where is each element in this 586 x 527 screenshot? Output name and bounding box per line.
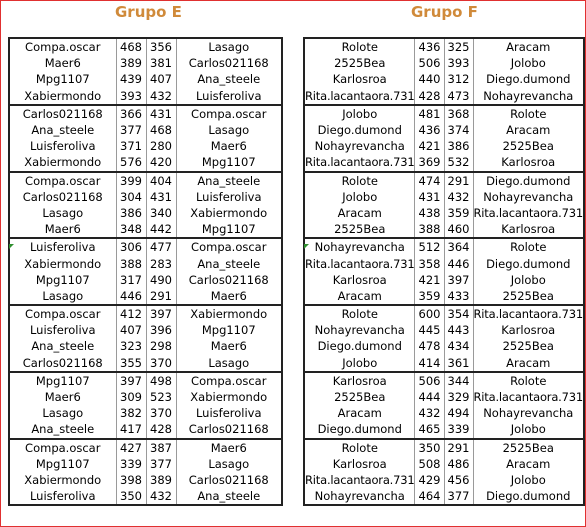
match-row xyxy=(304,322,584,338)
away-player-cell[interactable]: Jolobo xyxy=(473,55,584,71)
away-score-cell[interactable]: 386 xyxy=(444,138,473,154)
match-row xyxy=(9,389,282,405)
home-player-cell[interactable]: Luisferoliva xyxy=(9,238,116,255)
home-score-cell[interactable]: 464 xyxy=(415,488,444,505)
home-player-cell[interactable]: Luisferoliva xyxy=(9,488,116,505)
away-score-cell[interactable]: 344 xyxy=(444,372,473,389)
away-score-cell[interactable]: 460 xyxy=(444,221,473,238)
match-row xyxy=(9,288,282,305)
home-score-cell[interactable]: 407 xyxy=(116,322,146,338)
home-score-cell[interactable]: 439 xyxy=(116,71,146,87)
away-score-cell[interactable]: 404 xyxy=(146,172,176,189)
home-player-cell[interactable]: Diego.dumond xyxy=(304,421,415,438)
match-row xyxy=(9,221,282,238)
away-player-cell[interactable]: Compa.oscar xyxy=(176,372,282,389)
home-score-cell[interactable]: 465 xyxy=(415,421,444,438)
home-score-cell[interactable]: 445 xyxy=(415,322,444,338)
match-row xyxy=(304,405,584,421)
home-player-cell[interactable]: Ana_steele xyxy=(9,421,116,438)
away-score-cell[interactable]: 312 xyxy=(444,71,473,87)
home-player-cell[interactable]: 2525Bea xyxy=(334,56,386,71)
away-score-cell[interactable]: 377 xyxy=(444,488,473,505)
away-player-cell[interactable]: Lasago xyxy=(176,122,282,138)
match-row xyxy=(304,138,584,154)
home-score-cell[interactable]: 436 xyxy=(415,38,444,55)
home-score-cell[interactable]: 323 xyxy=(116,338,146,354)
away-player-cell[interactable]: Mpg1107 xyxy=(176,221,282,238)
away-score-cell[interactable]: 397 xyxy=(146,305,176,322)
away-score-cell[interactable]: 468 xyxy=(146,122,176,138)
away-player-cell[interactable]: Lasago xyxy=(176,456,282,472)
away-score-cell[interactable]: 494 xyxy=(444,405,473,421)
match-row xyxy=(9,322,282,338)
away-player-cell[interactable]: Jolobo xyxy=(473,272,584,288)
home-player-cell[interactable]: Rita.lacantaora.731 xyxy=(305,256,415,271)
home-score-cell[interactable]: 398 xyxy=(116,472,146,488)
away-player-cell[interactable]: Nohayrevancha xyxy=(473,88,584,105)
home-score-cell[interactable]: 436 xyxy=(415,122,444,138)
match-row xyxy=(9,372,282,389)
home-score-cell[interactable]: 506 xyxy=(415,55,444,71)
away-player-cell[interactable]: Rita.lacantaora.731 xyxy=(473,305,584,322)
home-player-cell[interactable]: Jolobo xyxy=(342,189,378,204)
away-score-cell[interactable]: 374 xyxy=(444,122,473,138)
match-row xyxy=(9,205,282,221)
match-row xyxy=(9,154,282,171)
home-player-cell[interactable]: Carlos021168 xyxy=(9,355,116,372)
match-row xyxy=(9,88,282,105)
away-player-cell[interactable]: Rolote xyxy=(473,372,584,389)
match-row xyxy=(304,205,584,221)
away-score-cell[interactable]: 473 xyxy=(444,88,473,105)
away-score-cell[interactable]: 339 xyxy=(444,421,473,438)
match-row xyxy=(304,372,584,389)
away-score-cell[interactable]: 432 xyxy=(146,88,176,105)
home-player-cell[interactable]: Karlosroa xyxy=(332,72,387,87)
away-score-cell[interactable]: 420 xyxy=(146,154,176,171)
home-score-cell[interactable]: 348 xyxy=(116,221,146,238)
home-score-cell[interactable]: 393 xyxy=(116,88,146,105)
home-player-cell[interactable]: Mpg1107 xyxy=(35,272,90,287)
away-score-cell[interactable]: 393 xyxy=(444,55,473,71)
away-score-cell[interactable]: 431 xyxy=(146,189,176,205)
home-score-cell[interactable]: 304 xyxy=(116,189,146,205)
home-player-cell[interactable]: Carlos021168 xyxy=(9,105,116,122)
home-player-cell[interactable]: Luisferoliva xyxy=(29,139,96,154)
home-player-cell[interactable]: Jolobo xyxy=(304,105,415,122)
home-score-cell[interactable]: 444 xyxy=(415,389,444,405)
home-score-cell[interactable]: 397 xyxy=(116,372,146,389)
away-player-cell[interactable]: Luisferoliva xyxy=(176,189,282,205)
home-player-cell[interactable]: Mpg1107 xyxy=(35,72,90,87)
match-row xyxy=(9,338,282,354)
away-score-cell[interactable]: 370 xyxy=(146,405,176,421)
home-score-cell[interactable]: 440 xyxy=(415,71,444,87)
home-player-cell[interactable]: Lasago xyxy=(42,406,84,421)
match-row xyxy=(9,238,282,255)
away-score-cell[interactable]: 291 xyxy=(444,439,473,456)
home-score-cell[interactable]: 414 xyxy=(415,355,444,372)
home-player-cell[interactable]: Compa.oscar xyxy=(9,305,116,322)
away-player-cell[interactable]: Luisferoliva xyxy=(176,405,282,421)
match-row xyxy=(9,189,282,205)
match-row xyxy=(304,272,584,288)
away-player-cell[interactable]: Mpg1107 xyxy=(176,154,282,171)
home-player-cell[interactable]: Aracam xyxy=(337,406,382,421)
match-row xyxy=(304,172,584,189)
home-player-cell[interactable]: Rolote xyxy=(304,38,415,55)
home-player-cell[interactable]: Aracam xyxy=(337,205,382,220)
match-row xyxy=(9,122,282,138)
match-row xyxy=(9,355,282,372)
away-score-cell[interactable]: 523 xyxy=(146,389,176,405)
away-score-cell[interactable]: 431 xyxy=(146,105,176,122)
match-row xyxy=(9,421,282,438)
home-player-cell[interactable]: Lasago xyxy=(9,288,116,305)
home-score-cell[interactable]: 350 xyxy=(415,439,444,456)
home-player-cell[interactable]: Mpg1107 xyxy=(9,372,116,389)
home-score-cell[interactable]: 369 xyxy=(415,154,444,171)
away-score-cell[interactable]: 368 xyxy=(444,105,473,122)
away-score-cell[interactable]: 329 xyxy=(444,389,473,405)
home-score-cell[interactable]: 359 xyxy=(415,288,444,305)
home-player-cell[interactable]: Ana_steele xyxy=(31,339,95,354)
match-row xyxy=(9,472,282,488)
home-player-cell[interactable]: Diego.dumond xyxy=(317,339,402,354)
away-score-cell[interactable]: 407 xyxy=(146,71,176,87)
match-row xyxy=(304,456,584,472)
match-row xyxy=(304,338,584,354)
away-score-cell[interactable]: 340 xyxy=(146,205,176,221)
home-score-cell[interactable]: 446 xyxy=(116,288,146,305)
match-row xyxy=(304,389,584,405)
match-row xyxy=(304,488,584,505)
home-player-cell[interactable]: Compa.oscar xyxy=(9,439,116,456)
home-score-cell[interactable]: 508 xyxy=(415,456,444,472)
group-f-results-table xyxy=(303,37,585,506)
away-score-cell[interactable]: 446 xyxy=(444,255,473,271)
home-player-cell[interactable]: Rolote xyxy=(304,439,415,456)
away-player-cell[interactable]: Carlos021168 xyxy=(176,472,282,488)
match-row xyxy=(304,38,584,55)
away-player-cell[interactable]: Karlosroa xyxy=(473,154,584,171)
away-score-cell[interactable]: 291 xyxy=(444,172,473,189)
match-row xyxy=(9,488,282,505)
away-score-cell[interactable]: 387 xyxy=(146,439,176,456)
match-row xyxy=(9,105,282,122)
away-player-cell[interactable]: Rolote xyxy=(473,238,584,255)
match-row xyxy=(304,105,584,122)
home-score-cell[interactable]: 512 xyxy=(415,238,444,255)
match-row xyxy=(9,272,282,288)
away-score-cell[interactable]: 456 xyxy=(444,472,473,488)
away-player-cell[interactable]: Ana_steele xyxy=(176,71,282,87)
away-player-cell[interactable]: Maer6 xyxy=(176,338,282,354)
away-player-cell[interactable]: Karlosroa xyxy=(473,322,584,338)
home-score-cell[interactable]: 355 xyxy=(116,355,146,372)
away-player-cell[interactable]: 2525Bea xyxy=(473,439,584,456)
away-player-cell[interactable]: Diego.dumond xyxy=(473,71,584,87)
home-score-cell[interactable]: 421 xyxy=(415,138,444,154)
home-player-cell[interactable]: Diego.dumond xyxy=(317,123,402,138)
home-score-cell[interactable]: 388 xyxy=(116,255,146,271)
match-row xyxy=(304,71,584,87)
home-player-cell[interactable]: Carlos021168 xyxy=(22,189,103,204)
home-player-cell[interactable]: 2525Bea xyxy=(334,390,386,405)
home-score-cell[interactable]: 468 xyxy=(116,38,146,55)
match-row xyxy=(9,38,282,55)
away-player-cell[interactable]: Diego.dumond xyxy=(473,172,584,189)
match-row xyxy=(9,405,282,421)
away-player-cell[interactable]: Nohayrevancha xyxy=(473,405,584,421)
away-player-cell[interactable]: Rolote xyxy=(473,105,584,122)
away-score-cell[interactable]: 498 xyxy=(146,372,176,389)
away-score-cell[interactable]: 433 xyxy=(444,288,473,305)
away-player-cell[interactable]: Jolobo xyxy=(473,421,584,438)
home-player-cell[interactable]: Rolote xyxy=(304,172,415,189)
home-player-cell[interactable]: Lasago xyxy=(42,205,84,220)
home-player-cell[interactable]: Maer6 xyxy=(44,56,81,71)
home-score-cell[interactable]: 427 xyxy=(116,439,146,456)
away-player-cell[interactable]: Diego.dumond xyxy=(473,255,584,271)
home-score-cell[interactable]: 576 xyxy=(116,154,146,171)
away-player-cell[interactable]: Aracam xyxy=(473,122,584,138)
away-player-cell[interactable]: Nohayrevancha xyxy=(473,189,584,205)
match-row xyxy=(304,255,584,271)
away-player-cell[interactable]: Carlos021168 xyxy=(176,421,282,438)
match-row xyxy=(304,154,584,171)
away-player-cell[interactable]: Xabiermondo xyxy=(176,305,282,322)
match-row xyxy=(304,288,584,305)
match-row xyxy=(9,456,282,472)
away-score-cell[interactable]: 432 xyxy=(444,189,473,205)
away-player-cell[interactable]: 2525Bea xyxy=(473,138,584,154)
away-player-cell[interactable]: Xabiermondo xyxy=(176,389,282,405)
away-score-cell[interactable]: 532 xyxy=(444,154,473,171)
match-row xyxy=(9,172,282,189)
away-score-cell[interactable]: 298 xyxy=(146,338,176,354)
home-score-cell[interactable]: 431 xyxy=(415,189,444,205)
home-score-cell[interactable]: 478 xyxy=(415,338,444,354)
away-score-cell[interactable]: 356 xyxy=(146,38,176,55)
away-score-cell[interactable]: 443 xyxy=(444,322,473,338)
away-player-cell[interactable]: Luisferoliva xyxy=(176,88,282,105)
home-score-cell[interactable]: 432 xyxy=(415,405,444,421)
home-player-cell[interactable]: Ana_steele xyxy=(31,123,95,138)
home-player-cell[interactable]: Rita.lacantaora.731 xyxy=(305,472,415,487)
away-player-cell[interactable]: Rita.lacantaora.731 xyxy=(473,390,583,405)
match-row xyxy=(304,221,584,238)
cell-comment-marker xyxy=(304,244,309,249)
home-score-cell[interactable]: 309 xyxy=(116,389,146,405)
away-player-cell[interactable]: Xabiermondo xyxy=(176,205,282,221)
home-player-cell[interactable]: Nohayrevancha xyxy=(304,488,415,505)
home-score-cell[interactable]: 399 xyxy=(116,172,146,189)
match-row xyxy=(9,439,282,456)
away-score-cell[interactable]: 364 xyxy=(444,238,473,255)
away-score-cell[interactable]: 325 xyxy=(444,38,473,55)
match-row xyxy=(304,355,584,372)
home-player-cell[interactable]: Karlosroa xyxy=(332,272,387,287)
away-player-cell[interactable]: Lasago xyxy=(176,38,282,55)
home-player-cell[interactable]: 2525Bea xyxy=(304,221,415,238)
away-score-cell[interactable]: 370 xyxy=(146,355,176,372)
home-score-cell[interactable]: 317 xyxy=(116,272,146,288)
home-player-cell[interactable]: Nohayrevancha xyxy=(314,323,405,338)
away-player-cell[interactable]: Aracam xyxy=(473,355,584,372)
away-player-cell[interactable]: Karlosroa xyxy=(473,221,584,238)
away-player-cell[interactable]: Carlos021168 xyxy=(176,55,282,71)
home-score-cell[interactable]: 389 xyxy=(116,55,146,71)
away-player-cell[interactable]: Maer6 xyxy=(176,288,282,305)
home-player-cell[interactable]: Maer6 xyxy=(44,390,81,405)
away-player-cell[interactable]: Maer6 xyxy=(176,138,282,154)
away-score-cell[interactable]: 432 xyxy=(146,488,176,505)
away-player-cell[interactable]: Rita.lacantaora.731 xyxy=(473,205,583,220)
match-row xyxy=(304,88,584,105)
home-player-cell[interactable]: Xabiermondo xyxy=(9,88,116,105)
group-f-title: Grupo F xyxy=(411,3,478,21)
away-player-cell[interactable]: Ana_steele xyxy=(176,255,282,271)
home-score-cell[interactable]: 506 xyxy=(415,372,444,389)
home-player-cell[interactable]: Rita.lacantaora.731 xyxy=(304,154,415,171)
match-row xyxy=(304,305,584,322)
home-score-cell[interactable]: 428 xyxy=(415,88,444,105)
home-score-cell[interactable]: 377 xyxy=(116,122,146,138)
home-score-cell[interactable]: 382 xyxy=(116,405,146,421)
away-player-cell[interactable]: Compa.oscar xyxy=(176,105,282,122)
away-score-cell[interactable]: 381 xyxy=(146,55,176,71)
home-score-cell[interactable]: 429 xyxy=(415,472,444,488)
match-row xyxy=(304,122,584,138)
home-score-cell[interactable]: 421 xyxy=(415,272,444,288)
match-row xyxy=(304,472,584,488)
away-score-cell[interactable]: 377 xyxy=(146,456,176,472)
match-row xyxy=(304,189,584,205)
home-player-cell[interactable]: Compa.oscar xyxy=(9,38,116,55)
cell-comment-marker xyxy=(9,244,14,249)
away-score-cell[interactable]: 359 xyxy=(444,205,473,221)
home-player-cell[interactable]: Rita.lacantaora.731 xyxy=(304,88,415,105)
away-player-cell[interactable]: Ana_steele xyxy=(176,172,282,189)
home-score-cell[interactable]: 417 xyxy=(116,421,146,438)
away-score-cell[interactable]: 389 xyxy=(146,472,176,488)
home-score-cell[interactable]: 339 xyxy=(116,456,146,472)
away-score-cell[interactable]: 283 xyxy=(146,255,176,271)
away-player-cell[interactable]: Maer6 xyxy=(176,439,282,456)
away-score-cell[interactable]: 434 xyxy=(444,338,473,354)
home-score-cell[interactable]: 306 xyxy=(116,238,146,255)
home-score-cell[interactable]: 366 xyxy=(116,105,146,122)
home-player-cell[interactable]: Maer6 xyxy=(9,221,116,238)
home-score-cell[interactable]: 350 xyxy=(116,488,146,505)
home-player-cell[interactable]: Mpg1107 xyxy=(35,456,90,471)
away-score-cell[interactable]: 397 xyxy=(444,272,473,288)
away-player-cell[interactable]: 2525Bea xyxy=(473,338,584,354)
match-row xyxy=(304,55,584,71)
away-player-cell[interactable]: Ana_steele xyxy=(176,488,282,505)
home-score-cell[interactable]: 358 xyxy=(415,255,444,271)
home-score-cell[interactable]: 386 xyxy=(116,205,146,221)
away-player-cell[interactable]: Aracam xyxy=(473,456,584,472)
group-e-title: Grupo E xyxy=(115,3,182,21)
home-player-cell[interactable]: Karlosroa xyxy=(332,456,387,471)
home-player-cell[interactable]: Luisferoliva xyxy=(29,323,96,338)
home-player-cell[interactable]: Rolote xyxy=(304,305,415,322)
match-row xyxy=(9,255,282,271)
away-player-cell[interactable]: Diego.dumond xyxy=(473,488,584,505)
away-score-cell[interactable]: 354 xyxy=(444,305,473,322)
away-player-cell[interactable]: Compa.oscar xyxy=(176,238,282,255)
away-score-cell[interactable]: 280 xyxy=(146,138,176,154)
away-player-cell[interactable]: 2525Bea xyxy=(473,288,584,305)
home-player-cell[interactable]: Xabiermondo xyxy=(24,472,102,487)
away-score-cell[interactable]: 442 xyxy=(146,221,176,238)
away-score-cell[interactable]: 428 xyxy=(146,421,176,438)
home-player-cell[interactable]: Aracam xyxy=(304,288,415,305)
away-score-cell[interactable]: 396 xyxy=(146,322,176,338)
away-score-cell[interactable]: 477 xyxy=(146,238,176,255)
away-score-cell[interactable]: 291 xyxy=(146,288,176,305)
home-player-cell[interactable]: Xabiermondo xyxy=(24,256,102,271)
match-row xyxy=(9,305,282,322)
home-score-cell[interactable]: 438 xyxy=(415,205,444,221)
away-score-cell[interactable]: 361 xyxy=(444,355,473,372)
home-score-cell[interactable]: 388 xyxy=(415,221,444,238)
home-player-cell[interactable]: Xabiermondo xyxy=(9,154,116,171)
home-score-cell[interactable]: 481 xyxy=(415,105,444,122)
away-player-cell[interactable]: Jolobo xyxy=(473,472,584,488)
match-row xyxy=(9,71,282,87)
away-score-cell[interactable]: 490 xyxy=(146,272,176,288)
away-player-cell[interactable]: Mpg1107 xyxy=(176,322,282,338)
home-player-cell[interactable]: Jolobo xyxy=(304,355,415,372)
away-player-cell[interactable]: Carlos021168 xyxy=(176,272,282,288)
match-row xyxy=(9,138,282,154)
home-player-cell[interactable]: Compa.oscar xyxy=(9,172,116,189)
away-score-cell[interactable]: 486 xyxy=(444,456,473,472)
home-score-cell[interactable]: 412 xyxy=(116,305,146,322)
home-player-cell[interactable]: Nohayrevancha xyxy=(304,238,415,255)
home-score-cell[interactable]: 371 xyxy=(116,138,146,154)
match-row xyxy=(304,238,584,255)
match-row xyxy=(9,55,282,71)
home-player-cell[interactable]: Karlosroa xyxy=(304,372,415,389)
group-e-results-table xyxy=(8,37,283,506)
home-score-cell[interactable]: 474 xyxy=(415,172,444,189)
away-player-cell[interactable]: Aracam xyxy=(473,38,584,55)
home-player-cell[interactable]: Nohayrevancha xyxy=(314,139,405,154)
match-row xyxy=(304,421,584,438)
match-row xyxy=(304,439,584,456)
home-score-cell[interactable]: 600 xyxy=(415,305,444,322)
away-player-cell[interactable]: Lasago xyxy=(176,355,282,372)
